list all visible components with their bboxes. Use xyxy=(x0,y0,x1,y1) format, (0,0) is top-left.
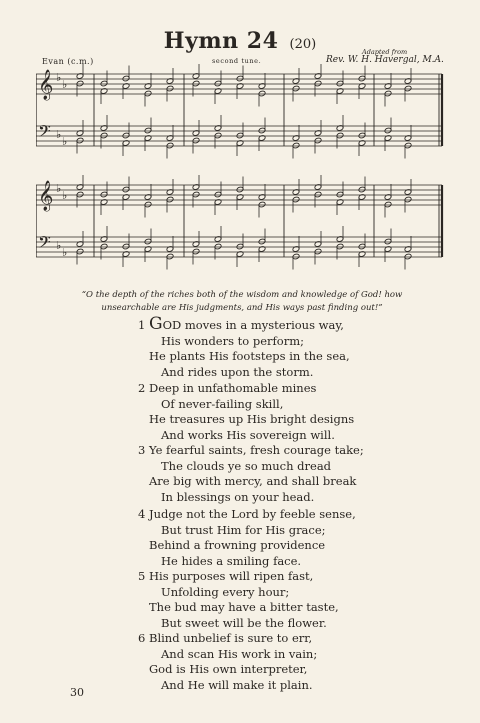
verse-line: God is His own interpreter, xyxy=(149,662,308,677)
treble-clef-icon: 𝄞 xyxy=(38,70,54,100)
verse-number: 3 xyxy=(138,443,146,457)
flat-icon: ♭ xyxy=(62,246,68,259)
verse-line: The clouds ye so much dread xyxy=(161,458,332,473)
verse-line: Behind a frowning providence xyxy=(149,538,326,553)
treble-clef-icon: 𝄞 xyxy=(38,181,54,211)
bass-clef-icon: 𝄢 xyxy=(38,232,51,256)
verse-line: His wonders to perform; xyxy=(161,333,304,348)
verse-line: 6 Blind unbelief is sure to err, xyxy=(138,631,313,645)
flat-icon: ♭ xyxy=(62,78,68,91)
verse-line: 5 His purposes will ripen fast, xyxy=(138,569,314,583)
verse-5 xyxy=(138,569,339,631)
flat-icon: ♭ xyxy=(62,135,68,148)
verse-line: Unfolding every hour; xyxy=(161,584,290,599)
verse-6 xyxy=(138,631,317,693)
flat-icon: ♭ xyxy=(56,71,62,84)
music-system-2 xyxy=(36,175,444,275)
music-system-1 xyxy=(36,64,444,164)
verse-number: 4 xyxy=(138,507,146,521)
flat-icon: ♭ xyxy=(56,182,62,195)
page-number: 30 xyxy=(70,686,84,699)
hymn-number: (20) xyxy=(289,37,317,52)
verse-line: And rides upon the storm. xyxy=(161,364,314,379)
verse-line: 4 Judge not the Lord by feeble sense, xyxy=(138,507,356,521)
verse-line: And scan His work in vain; xyxy=(161,646,318,661)
verse-number: 6 xyxy=(138,631,146,645)
flat-icon: ♭ xyxy=(62,189,68,202)
hymn-author: Rev. W. H. Havergal, M.A. xyxy=(326,55,444,65)
tune-note: second tune. xyxy=(212,57,262,65)
verse-number: 2 xyxy=(138,381,146,395)
flat-icon: ♭ xyxy=(56,239,62,252)
verse-line: And works His sovereign will. xyxy=(161,427,335,442)
score-system-2 xyxy=(36,175,444,275)
tune-name: Evan (c.m.) xyxy=(42,57,94,66)
verse-line: The bud may have a bitter taste, xyxy=(149,600,339,615)
verse-line: He plants His footsteps in the sea, xyxy=(149,349,350,364)
verse-line: 1 GOD moves in a mysterious way, xyxy=(138,314,344,334)
adapted-label: Adapted from xyxy=(362,48,408,56)
verse-number: 1 xyxy=(138,318,146,332)
verse-4 xyxy=(138,507,356,569)
score-system-1 xyxy=(36,64,444,164)
epigraph: “O the depth of the riches both of the wisdom and knowledge of God! how unsearchable are His judgments, and His ways past finding out!” xyxy=(81,290,403,313)
verse-line: He treasures up His bright designs xyxy=(149,412,355,427)
verse-number: 5 xyxy=(138,569,146,583)
verse-line: Are big with mercy, and shall break xyxy=(149,474,357,489)
drop-cap: G xyxy=(149,314,163,334)
flat-icon: ♭ xyxy=(56,128,62,141)
bass-clef-icon: 𝄢 xyxy=(38,121,51,145)
verse-3 xyxy=(138,443,364,505)
hymn-title xyxy=(0,28,480,54)
verse-line: In blessings on your head. xyxy=(161,489,315,504)
verse-line: 3 Ye fearful saints, fresh courage take; xyxy=(138,443,364,457)
verse-line: Of never-failing skill, xyxy=(161,396,284,411)
hymn-title-text: Hymn 24 xyxy=(163,28,279,54)
verse-2 xyxy=(138,381,354,443)
verse-line: 2 Deep in unfathomable mines xyxy=(138,381,317,395)
verse-1 xyxy=(138,314,350,380)
verse-line: And He will make it plain. xyxy=(161,677,313,692)
verse-line: He hides a smiling face. xyxy=(161,553,302,568)
verse-line: But trust Him for His grace; xyxy=(161,522,326,537)
verse-line: But sweet will be the flower. xyxy=(161,615,327,630)
